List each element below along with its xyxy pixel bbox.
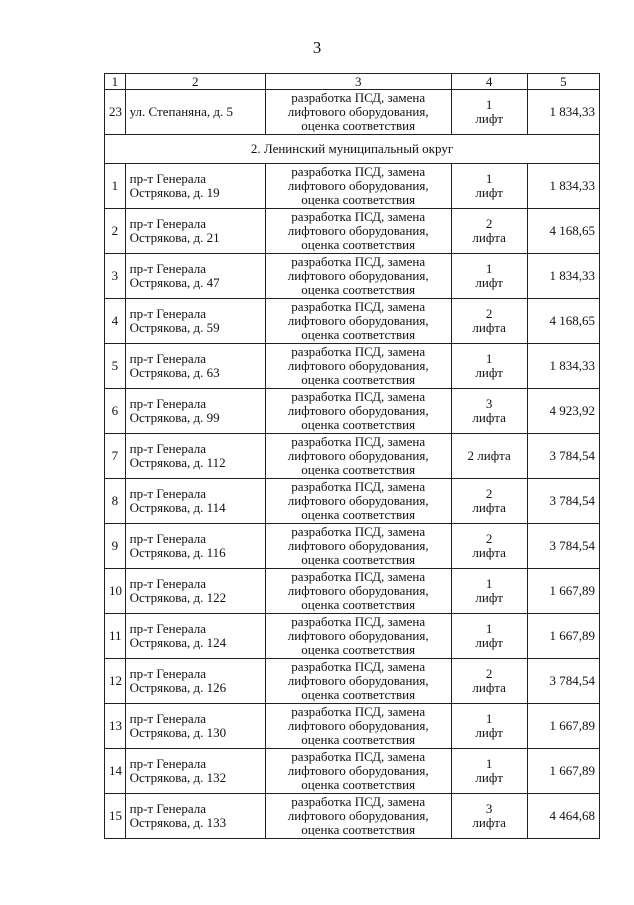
cost-cell: 3 784,54 [527,434,599,479]
cell-line: лифта [472,815,506,830]
table-row [105,749,600,794]
cell-line: разработка ПСД, замена [291,479,426,494]
lift-replacement-table [104,73,600,839]
address-cell [125,659,265,704]
row-number: 12 [105,659,126,704]
row-number: 3 [105,254,126,299]
cell-line: Острякова, д. 130 [129,725,227,740]
cell-line: Острякова, д. 126 [129,680,227,695]
section-title: 2. Ленинский муниципальный округ [105,135,600,164]
lift-count-cell [451,659,527,704]
cell-line: 1 [485,97,493,112]
cost-cell: 4 464,68 [527,794,599,839]
cell-line: оценка соответствия [301,507,416,522]
cell-line: пр-т Генерала [129,756,207,771]
lift-count-cell [451,749,527,794]
cell-line: Острякова, д. 122 [129,590,227,605]
cell-line: лифтового оборудования, [287,178,429,193]
cell-line: оценка соответствия [301,118,416,133]
column-header: 3 [265,74,451,90]
cell-line: 3 [485,801,493,816]
row-number: 11 [105,614,126,659]
cell-line: 2 [485,531,493,546]
lift-count-cell [451,434,527,479]
row-number: 15 [105,794,126,839]
cell-line: оценка соответствия [301,552,416,567]
cell-line: 1 [485,171,493,186]
cell-line: лифтового оборудования, [287,448,429,463]
cell-line: лифт [475,590,503,605]
cell-line: разработка ПСД, замена [291,569,426,584]
cost-cell: 1 667,89 [527,704,599,749]
cell-line: оценка соответствия [301,282,416,297]
cell-line: лифт [475,770,503,785]
work-description-cell [265,254,451,299]
cell-line: пр-т Генерала [129,306,207,321]
address-cell [125,254,265,299]
cell-line: 2 [485,486,493,501]
cell-line: 2 [485,306,493,321]
cell-line: 1 [485,711,493,726]
cell-line: лифта [472,500,506,515]
column-header: 1 [105,74,126,90]
cell-line: 1 [485,621,493,636]
work-description-cell [265,569,451,614]
table-row [105,704,600,749]
cell-line: 2 [485,666,493,681]
cell-line: пр-т Генерала [129,171,207,186]
row-number: 13 [105,704,126,749]
table-row [105,164,600,209]
cell-line: разработка ПСД, замена [291,704,426,719]
work-description-cell [265,614,451,659]
cell-line: пр-т Генерала [129,351,207,366]
address-cell [125,569,265,614]
cell-line: разработка ПСД, замена [291,209,426,224]
table-body [105,74,600,839]
address-cell [125,749,265,794]
cell-line: оценка соответствия [301,822,416,837]
row-number: 7 [105,434,126,479]
work-description-cell [265,90,451,135]
cell-line: оценка соответствия [301,327,416,342]
lift-count-cell [451,479,527,524]
cell-line: лифта [472,680,506,695]
cell-line: лифта [472,410,506,425]
work-description-cell [265,434,451,479]
address-cell [125,434,265,479]
cell-line: лифт [475,725,503,740]
cost-cell: 1 834,33 [527,164,599,209]
cell-line: разработка ПСД, замена [291,524,426,539]
lift-count-cell [451,389,527,434]
cell-line: 3 [485,396,493,411]
cell-line: лифтового оборудования, [287,358,429,373]
work-description-cell [265,704,451,749]
address-cell [125,614,265,659]
work-description-cell [265,749,451,794]
cell-line: разработка ПСД, замена [291,90,426,105]
work-description-cell [265,659,451,704]
cell-line: оценка соответствия [301,237,416,252]
cell-line: лифтового оборудования, [287,223,429,238]
cell-line: лифт [475,185,503,200]
cell-line: лифта [472,320,506,335]
cell-line: оценка соответствия [301,642,416,657]
table-row [105,254,600,299]
row-number: 23 [105,90,126,135]
cell-line: пр-т Генерала [129,216,207,231]
work-description-cell [265,479,451,524]
address-cell [125,794,265,839]
cell-line: лифта [472,230,506,245]
cell-line: лифтового оборудования, [287,673,429,688]
row-number: 4 [105,299,126,344]
cell-line: Острякова, д. 116 [129,545,226,560]
page-number: 3 [312,38,322,57]
cell-line: 1 [485,261,493,276]
table-row [105,344,600,389]
cell-line: лифтового оборудования, [287,104,429,119]
address-cell [125,704,265,749]
work-description-cell [265,299,451,344]
cell-line: лифтового оборудования, [287,313,429,328]
cell-line: Острякова, д. 114 [129,500,226,515]
work-description-cell [265,524,451,569]
column-header: 5 [527,74,599,90]
cell-line: пр-т Генерала [129,666,207,681]
cell-line: разработка ПСД, замена [291,614,426,629]
table-row [105,389,600,434]
cell-line: разработка ПСД, замена [291,659,426,674]
row-number: 8 [105,479,126,524]
cell-line: оценка соответствия [301,417,416,432]
work-description-cell [265,209,451,254]
address-cell [125,164,265,209]
row-number: 6 [105,389,126,434]
cell-line: разработка ПСД, замена [291,344,426,359]
row-number: 5 [105,344,126,389]
address-cell [125,90,265,135]
table-row [105,794,600,839]
cell-line: лифтового оборудования, [287,268,429,283]
lift-count-cell [451,614,527,659]
work-description-cell [265,794,451,839]
cell-line: пр-т Генерала [129,531,207,546]
cell-line: оценка соответствия [301,687,416,702]
lift-count-cell [451,299,527,344]
cell-line: разработка ПСД, замена [291,389,426,404]
cell-line: лифтового оборудования, [287,718,429,733]
cell-line: лифт [475,365,503,380]
cell-line: Острякова, д. 124 [129,635,227,650]
cell-line: лифтового оборудования, [287,628,429,643]
lift-count-cell [451,704,527,749]
cell-line: оценка соответствия [301,372,416,387]
cell-line: Острякова, д. 132 [129,770,227,785]
cell-line: Острякова, д. 21 [129,230,220,245]
cell-line: 1 [485,351,493,366]
cost-cell: 1 834,33 [527,254,599,299]
row-number: 1 [105,164,126,209]
cell-line: пр-т Генерала [129,801,207,816]
cell-line: оценка соответствия [301,732,416,747]
address-cell [125,299,265,344]
cost-cell: 4 923,92 [527,389,599,434]
cell-line: разработка ПСД, замена [291,749,426,764]
cell-line: лифт [475,275,503,290]
cell-line: пр-т Генерала [129,441,207,456]
cell-line: Острякова, д. 99 [129,410,220,425]
lift-count-cell [451,794,527,839]
cell-line: лифтового оборудования, [287,583,429,598]
table-row [105,569,600,614]
cell-line: пр-т Генерала [129,396,207,411]
lift-count-cell [451,524,527,569]
address-cell [125,344,265,389]
table-row [105,479,600,524]
cell-line: 1 [485,576,493,591]
lift-count-cell [451,164,527,209]
cell-line: пр-т Генерала [129,261,207,276]
column-number-row [105,74,600,90]
cell-line: пр-т Генерала [129,621,207,636]
cell-line: оценка соответствия [301,462,416,477]
table-row [105,434,600,479]
cost-cell: 4 168,65 [527,299,599,344]
cell-line: Острякова, д. 59 [129,320,220,335]
address-cell [125,479,265,524]
row-number: 14 [105,749,126,794]
section-row [105,135,600,164]
row-number: 10 [105,569,126,614]
cost-cell: 1 667,89 [527,569,599,614]
cost-cell: 3 784,54 [527,659,599,704]
cost-cell: 1 834,33 [527,344,599,389]
cell-line: разработка ПСД, замена [291,254,426,269]
cell-line: разработка ПСД, замена [291,434,426,449]
cost-cell: 1 667,89 [527,614,599,659]
cell-line: лифтового оборудования, [287,493,429,508]
cell-line: пр-т Генерала [129,576,207,591]
address-cell [125,389,265,434]
lift-count-cell [451,90,527,135]
address-cell [125,209,265,254]
row-number: 2 [105,209,126,254]
cell-line: Острякова, д. 63 [129,365,220,380]
cost-cell: 1 834,33 [527,90,599,135]
cell-line: лифтового оборудования, [287,403,429,418]
cell-line: Острякова, д. 112 [129,455,226,470]
table-row [105,299,600,344]
column-header: 4 [451,74,527,90]
cost-cell: 4 168,65 [527,209,599,254]
cell-line: лифтового оборудования, [287,763,429,778]
cell-line: разработка ПСД, замена [291,299,426,314]
cell-line: 1 [485,756,493,771]
cell-line: лифтового оборудования, [287,808,429,823]
row-number: 9 [105,524,126,569]
lift-count-cell [451,209,527,254]
cost-cell: 3 784,54 [527,479,599,524]
cell-line: оценка соответствия [301,777,416,792]
cell-line: лифта [472,545,506,560]
cell-line: пр-т Генерала [129,711,207,726]
cell-line: Острякова, д. 47 [129,275,220,290]
work-description-cell [265,389,451,434]
cell-line: Острякова, д. 19 [129,185,220,200]
cost-cell: 3 784,54 [527,524,599,569]
table-row [105,659,600,704]
cost-cell: 1 667,89 [527,749,599,794]
table-row [105,524,600,569]
cell-line: разработка ПСД, замена [291,164,426,179]
cell-line: лифтового оборудования, [287,538,429,553]
cell-line: лифт [475,635,503,650]
address-cell [125,524,265,569]
cell-line: лифт [475,111,503,126]
cell-line: ул. Степаняна, д. 5 [129,104,233,119]
cell-line: пр-т Генерала [129,486,207,501]
lift-count-cell [451,569,527,614]
cell-line: разработка ПСД, замена [291,794,426,809]
cell-line: 2 лифта [467,448,511,463]
cell-line: оценка соответствия [301,192,416,207]
cell-line: 2 [485,216,493,231]
cell-line: Острякова, д. 133 [129,815,227,830]
work-description-cell [265,344,451,389]
table-row [105,614,600,659]
table-row [105,90,600,135]
table-row [105,209,600,254]
cell-line: оценка соответствия [301,597,416,612]
column-header: 2 [125,74,265,90]
work-description-cell [265,164,451,209]
lift-count-cell [451,254,527,299]
lift-count-cell [451,344,527,389]
